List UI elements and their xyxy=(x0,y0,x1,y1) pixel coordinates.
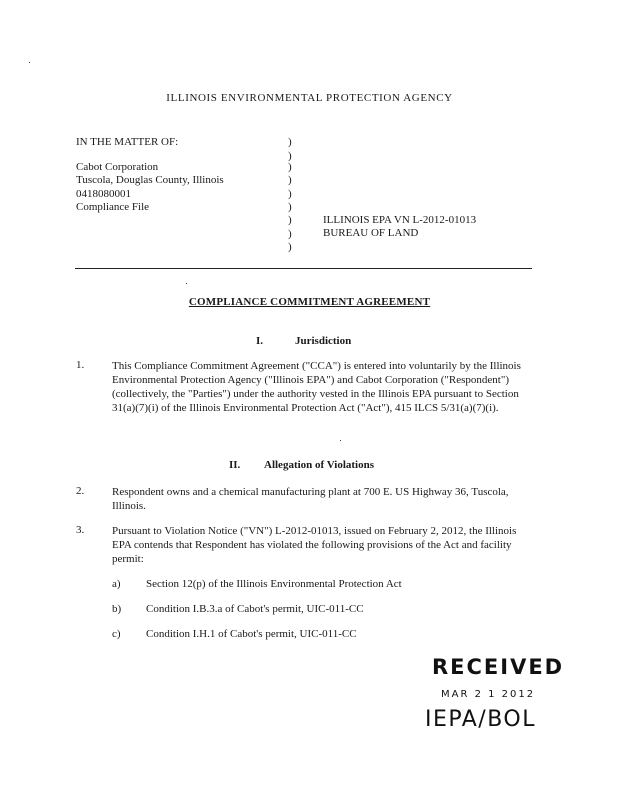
list-item-label: c) xyxy=(112,628,121,640)
caption-divider xyxy=(75,268,532,269)
caption-paren: ) xyxy=(288,214,292,226)
bureau-name: BUREAU OF LAND xyxy=(323,227,419,239)
paragraph-number: 1. xyxy=(76,359,85,371)
paragraph-text: Pursuant to Violation Notice ("VN") L-2012-01013, issued on February 2, 2012, the Illinois EPA contends that Respondent has violated the following provisions of the Act and facility permit: xyxy=(112,525,517,565)
list-item-text: Condition I.B.3.a of Cabot's permit, UIC-011-CC xyxy=(146,603,364,615)
section-title: Jurisdiction xyxy=(295,335,352,347)
scan-speck xyxy=(29,62,30,63)
caption-paren: ) xyxy=(288,150,292,162)
matter-label: IN THE MATTER OF: xyxy=(76,136,179,148)
case-number: ILLINOIS EPA VN L-2012-01013 xyxy=(323,214,477,226)
caption-paren: ) xyxy=(288,136,292,148)
list-item-label: a) xyxy=(112,578,121,590)
section-numeral: I. xyxy=(256,335,264,347)
received-stamp: RECEIVED xyxy=(432,655,565,679)
list-item-label: b) xyxy=(112,603,122,615)
caption-paren: ) xyxy=(288,241,292,253)
section-title: Allegation of Violations xyxy=(264,459,375,471)
scan-speck xyxy=(340,440,341,441)
scan-speck xyxy=(186,283,187,284)
file-label: Compliance File xyxy=(76,201,150,213)
caption-paren: ) xyxy=(288,201,292,213)
paragraph-text: Respondent owns and a chemical manufacturing plant at 700 E. US Highway 36, Tuscola, Illinois. xyxy=(112,486,509,512)
caption-paren: ) xyxy=(288,228,292,240)
respondent-location: Tuscola, Douglas County, Illinois xyxy=(76,174,224,186)
caption-paren: ) xyxy=(288,188,292,200)
received-stamp-date: MAR 2 1 2012 xyxy=(441,689,536,700)
document-title: COMPLIANCE COMMITMENT AGREEMENT xyxy=(188,296,431,308)
list-item-text: Section 12(p) of the Illinois Environmental Protection Act xyxy=(146,578,402,590)
paragraph-text: This Compliance Commitment Agreement ("CCA") is entered into voluntarily by the Illinois Environmental Protection Agency ("Illinois EPA") and Cabot Corporation ("Respondent") (collectively, the "Parties") under the authority vested in the Illinois EPA pursuant to Section 31(a)(7)(i) of the Illinois Environmental Protection Act ("Act"), 415 ILCS 5/31(a)(7)(i). xyxy=(112,360,521,414)
paragraph-number: 2. xyxy=(76,485,85,497)
received-stamp-office: IEPA/BOL xyxy=(425,707,536,732)
list-item-text: Condition I.H.1 of Cabot's permit, UIC-011-CC xyxy=(146,628,357,640)
paragraph-number: 3. xyxy=(76,524,85,536)
agency-heading: ILLINOIS ENVIRONMENTAL PROTECTION AGENCY xyxy=(166,92,453,104)
caption-paren: ) xyxy=(288,161,292,173)
respondent-name: Cabot Corporation xyxy=(76,161,159,173)
site-id: 0418080001 xyxy=(76,188,131,200)
section-numeral: II. xyxy=(229,459,241,471)
caption-paren: ) xyxy=(288,174,292,186)
